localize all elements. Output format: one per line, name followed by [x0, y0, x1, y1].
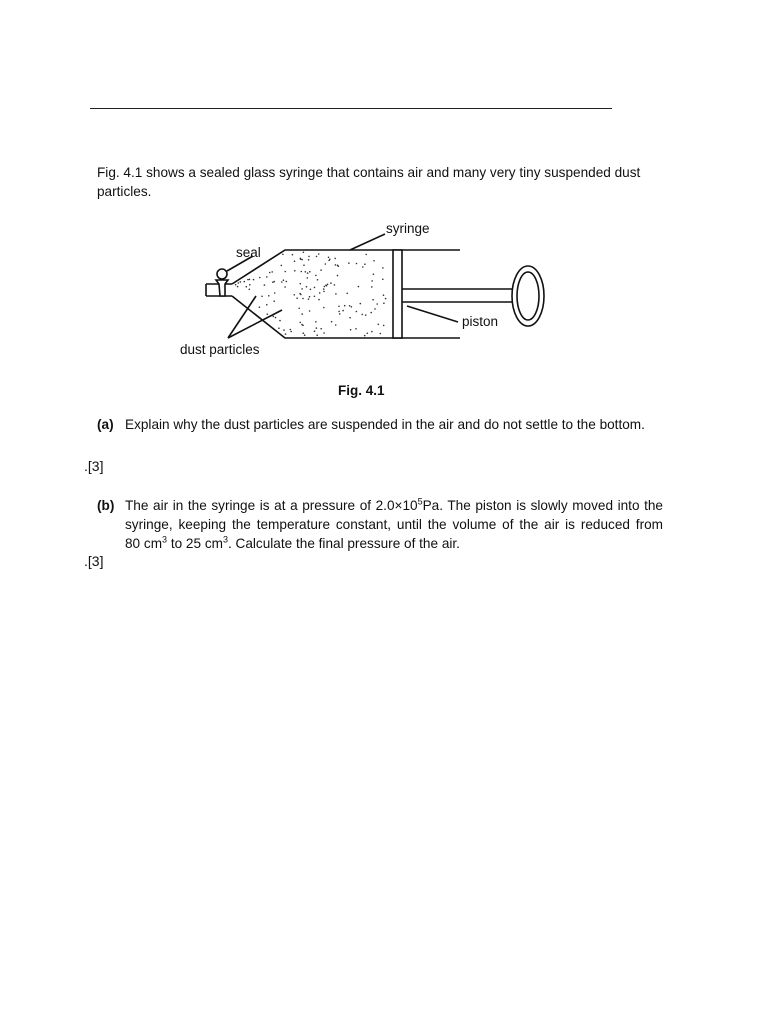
dust-speck	[360, 303, 362, 305]
dust-speck	[358, 286, 360, 288]
dust-speck	[267, 313, 269, 315]
dust-speck	[338, 311, 340, 313]
dust-speck	[316, 256, 318, 258]
dust-speck	[253, 279, 255, 281]
dust-speck	[304, 334, 306, 336]
figure-caption: Fig. 4.1	[338, 383, 385, 398]
dust-speck	[344, 305, 346, 307]
dust-speck	[315, 321, 317, 323]
question-b-text: The air in the syringe is at a pressure of $2.0\times 10^5Pa$. The piston is slowly moved into the syringe, keeping the temperature constant, until the volume of the air is reduced from 80 $cm^3$ to 25 $cm^3$. Calculate the final pressure of the air.	[125, 496, 663, 551]
dust-speck	[365, 254, 367, 256]
dust-speck	[249, 289, 251, 291]
dust-speck	[244, 281, 246, 283]
dust-speck	[328, 257, 330, 259]
dust-speck	[303, 332, 305, 334]
label-piston: piston	[462, 314, 499, 329]
dust-speck	[323, 288, 325, 290]
dust-speck	[281, 265, 283, 267]
dust-speck	[370, 312, 372, 314]
dust-speck	[259, 306, 261, 308]
dust-speck	[325, 263, 327, 265]
dust-speck	[273, 300, 275, 302]
dust-speck	[283, 329, 285, 331]
dust-speck	[376, 303, 378, 305]
dust-speck	[240, 281, 242, 283]
dust-speck	[283, 279, 285, 281]
syringe-diagram	[170, 214, 570, 364]
dust-speck	[271, 271, 273, 273]
dust-speck	[318, 253, 320, 255]
dust-speck	[335, 324, 337, 326]
dust-speck	[330, 282, 332, 284]
dust-speck	[314, 287, 316, 289]
dust-speck	[294, 294, 296, 296]
top-rule	[90, 108, 612, 109]
dust-speck	[337, 275, 339, 277]
dust-speck	[335, 264, 337, 266]
dust-speck	[372, 299, 374, 301]
dust-speck	[331, 321, 333, 323]
dust-speck	[294, 270, 296, 272]
dust-speck	[237, 286, 239, 288]
dust-speck	[318, 299, 320, 301]
dust-speck	[373, 273, 375, 275]
dust-speck	[356, 311, 358, 313]
dust-speck	[348, 262, 350, 264]
dust-speck	[323, 307, 325, 309]
dust-speck	[238, 282, 240, 284]
dust-speck	[310, 289, 312, 291]
dust-speck	[264, 284, 266, 286]
dust-speck	[246, 286, 248, 288]
dust-speck	[325, 284, 327, 286]
dust-speck	[303, 264, 305, 266]
dust-speck	[338, 306, 340, 308]
dust-speck	[286, 281, 288, 283]
dust-speck	[275, 317, 277, 319]
dust-speck	[371, 280, 373, 282]
dust-speck	[349, 317, 351, 319]
dust-speck	[371, 286, 373, 288]
dust-speck	[305, 271, 307, 273]
dust-speck	[314, 296, 316, 298]
dust-speck	[279, 320, 281, 322]
dust-speck	[266, 276, 268, 278]
dust-speck	[364, 335, 366, 337]
dust-speck	[383, 302, 385, 304]
dust-speck	[273, 281, 275, 283]
intro-text: Fig. 4.1 shows a sealed glass syringe that contains air and many very tiny suspended dust particles.	[97, 165, 641, 199]
dust-speck	[374, 308, 376, 310]
label-seal: seal	[236, 245, 261, 260]
dust-speck	[259, 277, 261, 279]
dust-speck	[285, 333, 287, 335]
question-b-label: (b)	[97, 498, 115, 513]
dust-speck	[316, 334, 318, 336]
dust-speck	[266, 304, 268, 306]
dust-speck	[316, 327, 318, 329]
dust-speck	[294, 260, 296, 262]
dust-speck	[247, 279, 249, 281]
dust-speck	[356, 263, 358, 265]
dust-speck	[339, 313, 341, 315]
dust-speck	[298, 308, 300, 310]
dust-speck	[273, 316, 275, 318]
dust-speck	[269, 272, 271, 274]
dust-speck	[349, 305, 351, 307]
label-syringe: syringe	[386, 221, 430, 236]
dust-speck	[373, 260, 375, 262]
dust-speck	[307, 277, 309, 279]
dust-speck	[323, 291, 325, 293]
dust-speck	[301, 259, 303, 261]
dust-speck	[380, 333, 382, 335]
dust-speck	[235, 284, 237, 286]
dust-speck	[361, 314, 363, 316]
dust-speck	[383, 325, 385, 327]
dust-speck	[371, 331, 373, 333]
dust-speck	[328, 260, 330, 262]
dust-speck	[338, 265, 340, 267]
dust-speck	[284, 286, 286, 288]
dust-speck	[334, 284, 336, 286]
dust-speck	[314, 330, 316, 332]
dust-speck	[290, 329, 292, 331]
dust-speck	[385, 298, 387, 300]
dust-speck	[306, 286, 308, 288]
dust-speck	[249, 284, 251, 286]
dust-speck	[281, 281, 283, 283]
dust-speck	[365, 314, 367, 316]
dust-speck	[300, 258, 302, 260]
dust-speck	[317, 279, 319, 281]
dust-speck	[355, 328, 357, 330]
dust-speck	[308, 259, 310, 261]
dust-speck	[351, 306, 353, 308]
dust-speck	[249, 279, 251, 281]
dust-speck	[299, 293, 301, 295]
dust-speck	[309, 310, 311, 312]
dust-speck	[324, 286, 326, 288]
question-b-marks: .[3]	[84, 553, 104, 569]
dust-speck	[309, 271, 311, 273]
dust-speck	[382, 279, 384, 281]
question-a-label: (a)	[97, 417, 114, 432]
dust-speck	[296, 297, 298, 299]
dust-speck	[301, 313, 303, 315]
dust-speck	[290, 331, 292, 333]
dust-speck	[307, 272, 309, 274]
dust-speck	[382, 267, 384, 269]
dust-speck	[315, 275, 317, 277]
dust-speck	[292, 254, 294, 256]
dust-speck	[327, 284, 329, 286]
dust-speck	[301, 288, 303, 290]
dust-speck	[301, 324, 303, 326]
dust-speck	[319, 292, 321, 294]
dust-speck	[378, 324, 380, 326]
dust-speck	[309, 296, 311, 298]
dust-speck	[323, 332, 325, 334]
question-a-text: Explain why the dust particles are suspended in the air and do not settle to the bottom.	[125, 417, 645, 432]
dust-speck	[335, 293, 337, 295]
dust-speck	[302, 298, 304, 300]
dust-speck	[274, 292, 276, 294]
dust-speck	[308, 256, 310, 258]
dust-speck	[303, 252, 305, 254]
dust-speck	[367, 333, 369, 335]
dust-speck	[284, 271, 286, 273]
dust-speck	[299, 322, 301, 324]
dust-speck	[342, 310, 344, 312]
dust-speck	[334, 258, 336, 260]
dust-speck	[308, 298, 310, 300]
question-a-marks: .[3]	[84, 458, 104, 474]
dust-speck	[320, 328, 322, 330]
dust-speck	[300, 283, 302, 285]
dust-speck	[346, 293, 348, 295]
dust-speck	[278, 327, 280, 329]
dust-speck	[268, 295, 270, 297]
dust-speck	[362, 266, 364, 268]
dust-speck	[282, 254, 284, 256]
dust-speck	[383, 294, 385, 296]
dust-speck	[320, 269, 322, 271]
dust-speck	[364, 263, 366, 265]
dust-speck	[261, 296, 263, 298]
label-dust-particles: dust particles	[180, 342, 260, 357]
dust-speck	[301, 271, 303, 273]
dust-speck	[350, 329, 352, 331]
